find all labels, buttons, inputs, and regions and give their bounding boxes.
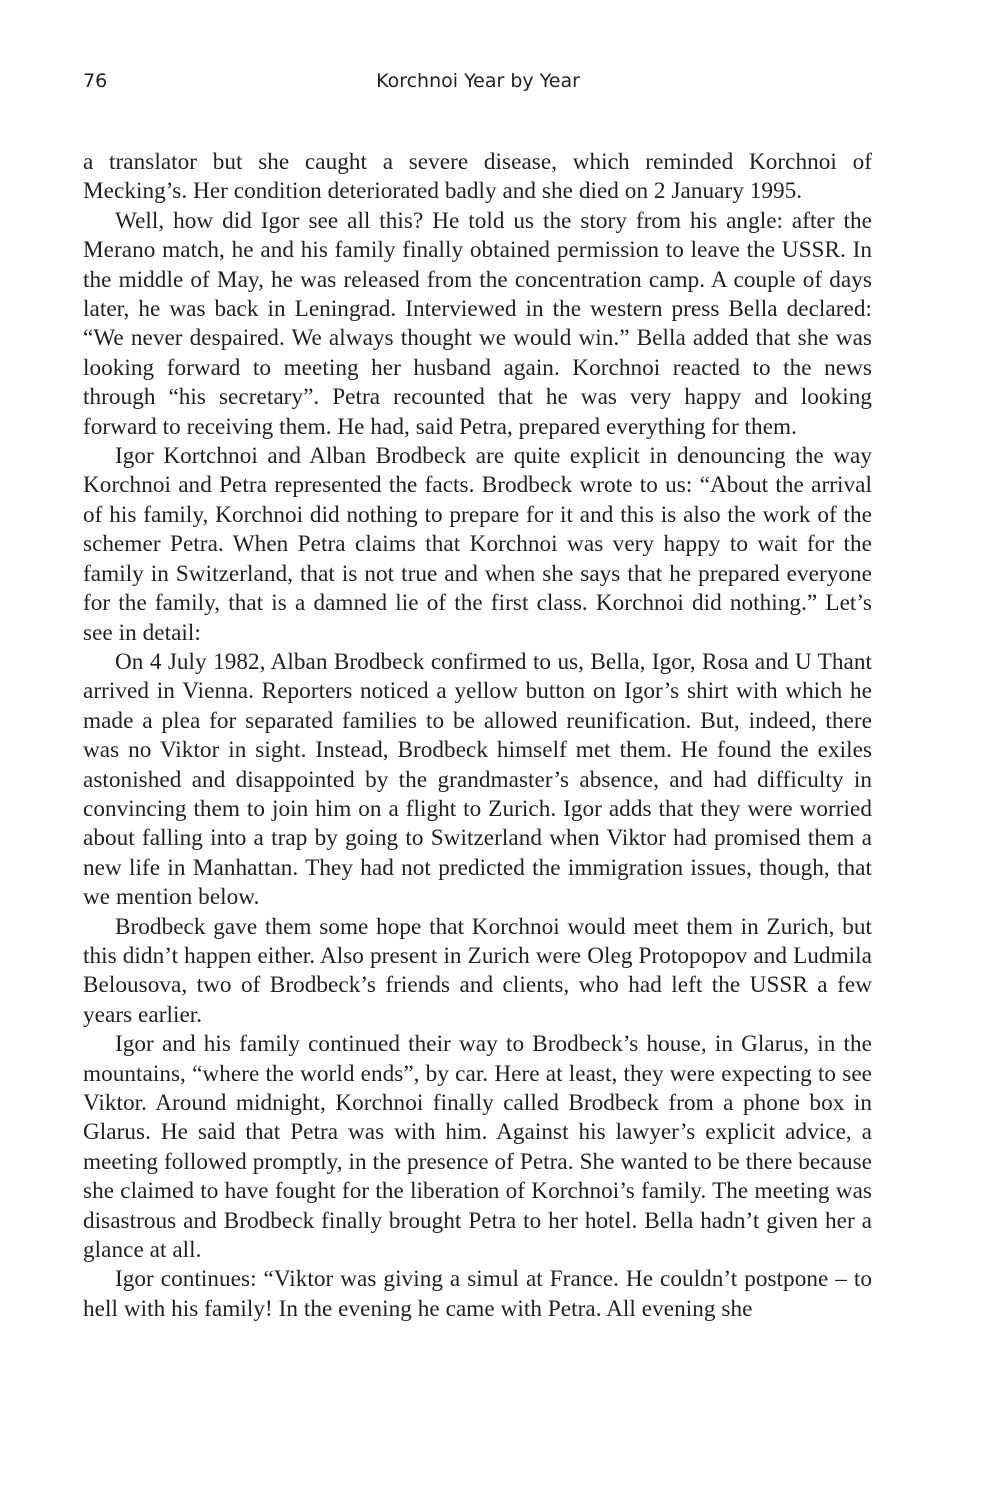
page-number: 76: [83, 70, 108, 92]
paragraph-continued: a translator but she caught a severe disease, which reminded Korchnoi of Mecking’s. Her condition deteriorated badly and she died on 2 January 1995.: [83, 149, 872, 205]
running-head: [83, 66, 873, 96]
body-text: [83, 148, 872, 1324]
paragraph-brodbeck-denouncing: Igor Kortchnoi and Alban Brodbeck are quite explicit in denouncing the way Korchnoi and Petra represented the facts. Brodbeck wrote to us: “About the arrival of his family, Korchnoi did nothing to prepare for it and this is also the work of the schemer Petra. When Petra claims that Korchnoi was very happy to wait for the family in Switzerland, that is not true and when she says that he prepared everyone for the family, that is a damned lie of the first class. Korchnoi did nothing.” Let’s see in detail:: [83, 443, 872, 646]
paragraph-glarus: Igor and his family continued their way to Brodbeck’s house, in Glarus, in the mountains, “where the world ends”, by car. Here at least, they were expecting to see Viktor. Around midnight, Korchnoi finally called Brodbeck from a phone box in Glarus. He said that Petra was with him. Against his lawyer’s explicit advice, a meeting followed promptly, in the presence of Petra. She wanted to be there because she claimed to have fought for the liberation of Korchnoi’s family. The meeting was disastrous and Brodbeck finally brought Petra to her hotel. Bella hadn’t given her a glance at all.: [83, 1031, 872, 1264]
paragraph-vienna-arrival: On 4 July 1982, Alban Brodbeck confirmed to us, Bella, Igor, Rosa and U Thant arrived in Vienna. Reporters noticed a yellow button on Igor’s shirt with which he made a plea for separated families to be allowed reunification. But, indeed, there was no Viktor in sight. Instead, Brodbeck himself met them. He found the exiles astonished and disappointed by the grandmaster’s absence, and had difficulty in convincing them to join him on a flight to Zurich. Igor adds that they were worried about falling into a trap by going to Switzerland when Viktor had promised them a new life in Manhattan. They had not predicted the immigration issues, though, that we mention below.: [83, 648, 872, 911]
book-title: Korchnoi Year by Year: [376, 70, 580, 92]
paragraph-zurich: Brodbeck gave them some hope that Korchnoi would meet them in Zurich, but this didn’t happen either. Also present in Zurich were Oleg Protopopov and Ludmila Belousova, two of Brodbeck’s friends and clients, who had left the USSR a few years earlier.: [83, 913, 872, 1028]
paragraph-igor-angle: Well, how did Igor see all this? He told us the story from his angle: after the Merano match, he and his family finally obtained permission to leave the USSR. In the middle of May, he was released from the concentration camp. A couple of days later, he was back in Leningrad. Interviewed in the western press Bella declared: “We never despaired. We always thought we would win.” Bella added that she was looking forward to meeting her husband again. Korchnoi reacted to the news through “his secretary”. Petra recounted that he was very happy and looking forward to receiving them. He had, said Petra, prepared everything for them.: [83, 207, 872, 440]
paragraph-igor-continues: Igor continues: “Viktor was giving a simul at France. He couldn’t postpone – to hell with his family! In the evening he came with Petra. All evening she: [83, 1266, 872, 1322]
